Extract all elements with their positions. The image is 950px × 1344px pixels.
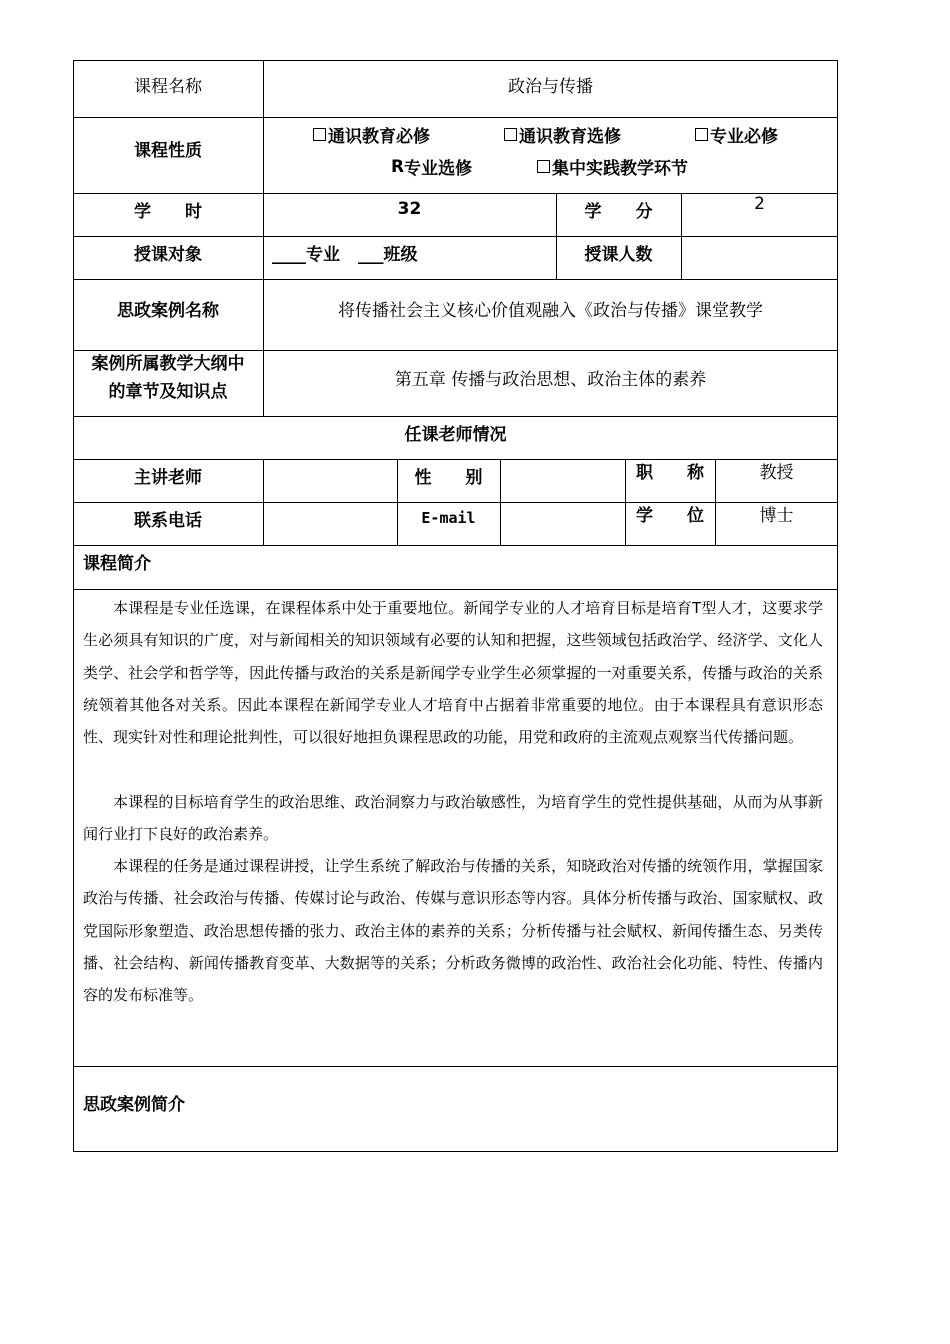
- gender-value: [500, 459, 625, 502]
- class-size-value: [681, 236, 838, 279]
- course-name-label: 课程名称: [134, 76, 202, 97]
- option-general-elective[interactable]: [504, 122, 621, 147]
- credits-value: 2: [754, 194, 765, 214]
- syllabus-label: [73, 348, 263, 408]
- course-nature-options: [263, 118, 837, 194]
- lecturer-label: 主讲老师: [134, 467, 202, 488]
- degree-label: 学 位: [636, 505, 704, 526]
- syllabus-label-line2: 的章节及知识点: [108, 382, 228, 402]
- phone-label: 联系电话: [134, 510, 202, 531]
- email-label: E-mail: [421, 509, 476, 527]
- option-label: 集中实践教学环节: [552, 159, 688, 179]
- course-nature-label: 课程性质: [134, 140, 202, 161]
- audience-class: ___班级: [358, 244, 418, 265]
- option-major-required[interactable]: [695, 122, 778, 147]
- case-intro-value: [83, 1118, 823, 1146]
- row-divider: [73, 1066, 838, 1067]
- intro-paragraph: 本课程是专业任选课，在课程体系中处于重要地位。新闻学专业的人才培育目标是培育T型人才，这要求学生必须具有知识的广度，对与新闻相关的知识领域有必要的认知和把握，这些领域包括政治学、经济学、文化人类学、社会学和哲学等，因此传播与政治的关系是新闻学专业学生必须掌握的一对重要关系，传播与政治的关系统领着其他各对关系。因此本课程在新闻学专业人才培育中占据着非常重要的地位。由于本课程具有意识形态性、现实针对性和理论批判性，可以很好地担负课程思政的功能，用党和政府的主流观点观察当代传播问题。: [83, 599, 823, 747]
- phone-value: [263, 502, 397, 545]
- checked-mark[interactable]: R: [391, 156, 405, 177]
- audience-label: 授课对象: [134, 244, 202, 265]
- syllabus-label-line1: 案例所属教学大纲中: [91, 354, 245, 374]
- class-size-label: 授课人数: [584, 244, 653, 265]
- hours-label: 学 时: [134, 201, 202, 222]
- title-label: 职 称: [636, 462, 704, 483]
- intro-title: 课程简介: [83, 553, 151, 574]
- teacher-section-title: 任课老师情况: [404, 424, 507, 445]
- intro-paragraph: 本课程的目标培育学生的政治思维、政治洞察力与政治敏感性，为培育学生的党性提供基础，从而为从事新闻行业打下良好的政治素养。: [83, 793, 823, 844]
- course-name-value: 政治与传播: [508, 76, 593, 97]
- audience-major: ____专业: [272, 244, 340, 265]
- syllabus-value: 第五章 传播与政治思想、政治主体的素养: [394, 369, 707, 390]
- option-major-elective[interactable]: [391, 154, 472, 179]
- credits-label: 学 分: [584, 201, 653, 222]
- lecturer-value: [263, 459, 397, 502]
- option-label: 专业必修: [710, 127, 778, 147]
- intro-paragraph: 本课程的任务是通过课程讲授，让学生系统了解政治与传播的关系，知晓政治对传播的统领作用，掌握国家政治与传播、社会政治与传播、传媒讨论与政治、传媒与意识形态等内容。具体分析传播与政治、国家赋权、政党国际形象塑造、政治思想传播的张力、政治主体的素养的关系；分析传播与社会赋权、新闻传播生态、另类传播、社会结构、新闻传播教育变革、大数据等的关系；分析政务微博的政治性、政治社会化功能、特性、传播内容的发布标准等。: [83, 857, 823, 1005]
- row-divider: [73, 589, 838, 590]
- option-practice[interactable]: [537, 154, 688, 179]
- option-label: 通识教育选修: [519, 127, 621, 147]
- audience-value: [272, 236, 552, 268]
- checkbox-icon[interactable]: [695, 128, 708, 141]
- degree-value: 博士: [759, 505, 794, 526]
- hours-value: 32: [397, 199, 422, 219]
- email-value: [500, 502, 625, 545]
- checkbox-icon[interactable]: [313, 128, 326, 141]
- gender-label: 性 别: [414, 467, 483, 488]
- option-general-required[interactable]: [313, 122, 430, 147]
- option-label: 专业选修: [404, 159, 473, 179]
- option-label: 通识教育必修: [328, 127, 430, 147]
- case-intro-title: 思政案例简介: [83, 1094, 185, 1115]
- checkbox-icon[interactable]: [504, 128, 517, 141]
- title-value: 教授: [759, 462, 794, 483]
- case-name-value: 将传播社会主义核心价值观融入《政治与传播》课堂教学: [338, 300, 763, 321]
- checkbox-icon[interactable]: [537, 160, 550, 173]
- case-name-label: 思政案例名称: [117, 300, 219, 321]
